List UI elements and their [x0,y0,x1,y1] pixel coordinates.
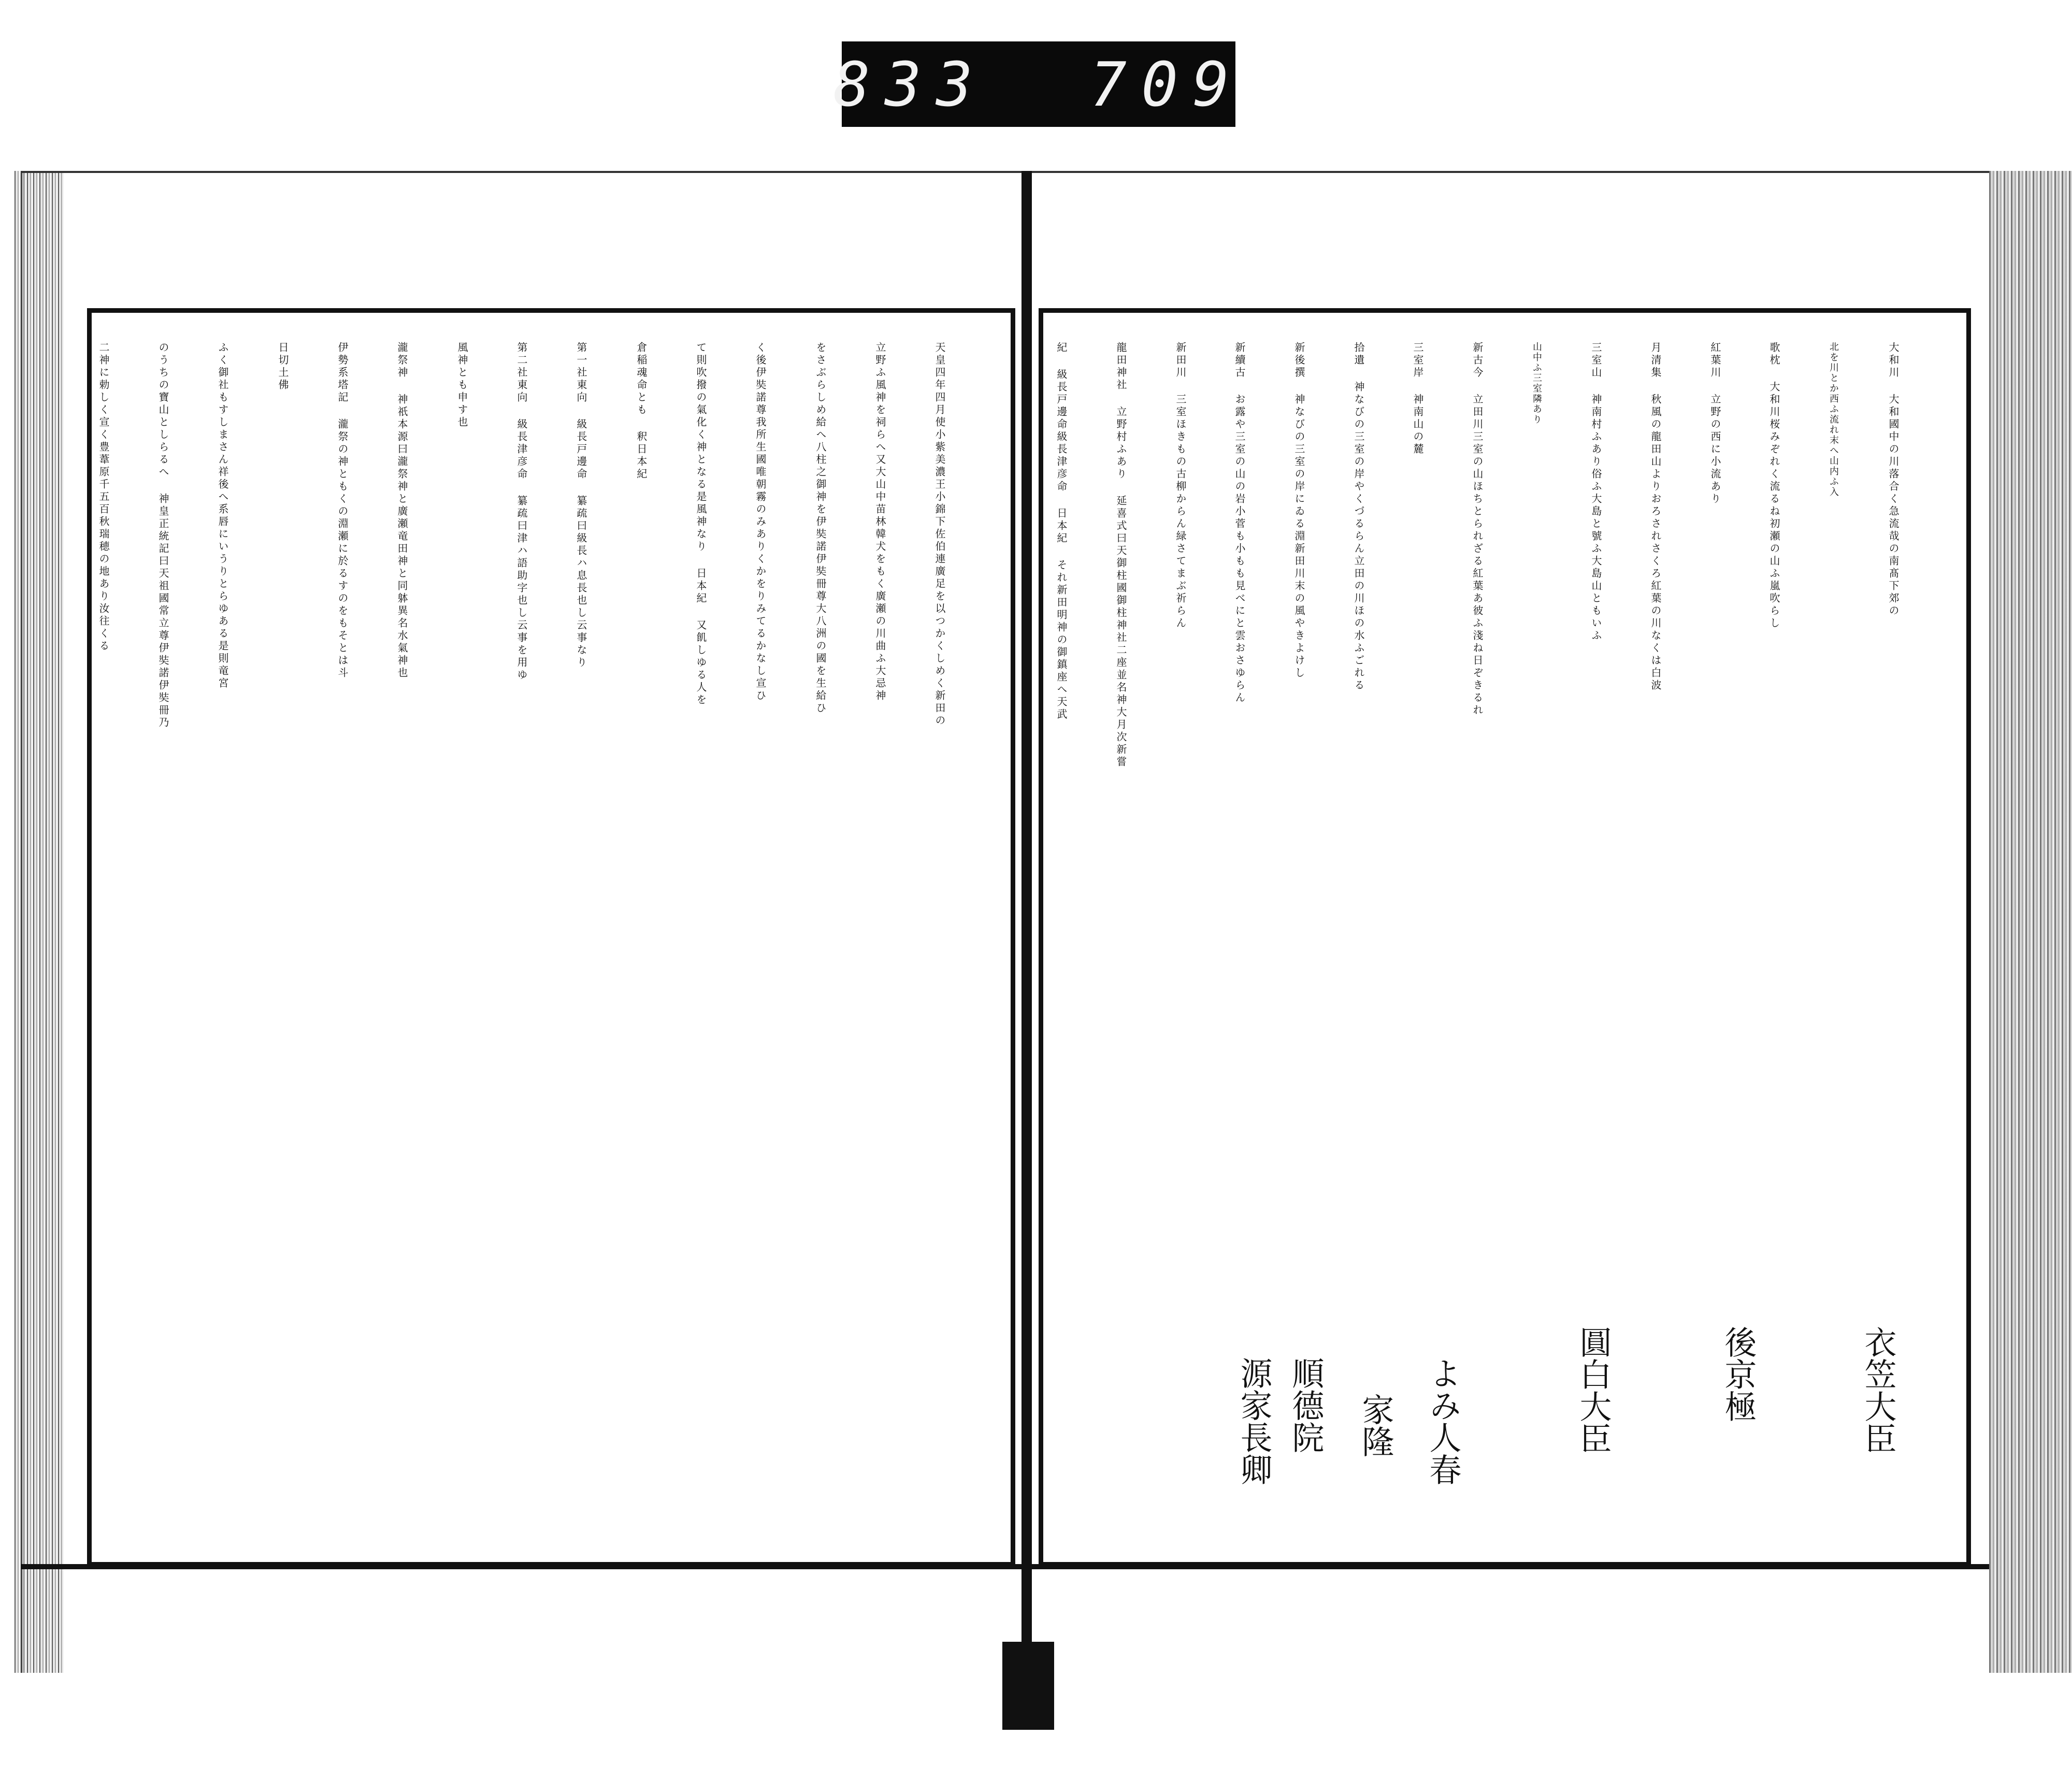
left-page-column-10: 瀧祭神 神祇本源曰瀧祭神と廣瀬竜田神と同躰異名水氣神也 [396,342,408,679]
right-page-edges [1989,171,2072,1673]
call-number-left: 833 [833,48,987,120]
left-page-column-15: 二神に勅しく宣く豊葦原千五百秋瑞穂の地あり汝往くる [97,342,110,653]
right-page-column-1: 大和川 大和國中の川落合く急流哉の南髙下郊の [1887,342,1900,617]
left-page-column-14: のうちの寶山としらるへ 神皇正統記曰天祖國常立尊伊奘諾伊奘冊乃 [157,342,169,729]
left-page-column-1: 天皇四年四月使小紫美濃王小錦下佐伯連廣足を以つかくしめく新田の [933,342,946,727]
right-page-column-5: 月清集 秋風の龍田山よりおろされさくろ紅葉の川なくは白波 [1649,342,1662,692]
author-name-5: 家隆 [1357,1393,1394,1457]
right-page-column-8: 新古今 立田川三室の山ほちとられざる紅葉あ彼ふ淺ね日ぞきるれ [1471,342,1484,717]
left-page-column-2: 立野ふ風神を祠らへ又大山中苗林韓犬をもく廣瀬の川曲ふ大忌神 [874,342,886,702]
right-page-column-4: 紅葉川 立野の西に小流あり [1709,342,1721,505]
left-page-column-11: 伊勢系塔記 瀧祭の神ともくの淵瀬に於るすのをもそとは斗 [336,342,349,679]
call-number-label [833,41,1244,127]
right-page-column-14: 龍田神社 立野村ふあり 延喜式曰天御柱國御柱神社二座並名神大月次新嘗 [1115,342,1127,769]
left-page-edges [15,171,64,1673]
right-page-column-7: 山中ふ三室隣あり [1531,342,1542,425]
author-name-7: よみ人春 [1424,1357,1462,1485]
author-name-6: 源家長卿 [1235,1357,1273,1485]
left-page-column-3: をさぶらしめ給へ八柱之御神を伊奘諾伊奘冊尊大八洲の國を生給ひ [814,342,827,715]
left-page-column-4: く後伊奘諾尊我所生國唯朝霧のみありくかをりみてるかなし宣ひ [754,342,767,702]
left-page-column-7: 第一社東向 級長戸邊命 纂疏曰級長ハ息長也し云事なり [575,342,587,669]
right-page-column-12: 新續古 お露や三室の山の岩小菅も小もも見べにと雲おさゆらん [1233,342,1246,704]
page-top-edge [21,171,1989,173]
right-page-column-3: 歌枕 大和川桜みぞれく流るね初瀬の山ふ嵐吹らし [1768,342,1780,630]
right-page-column-6: 三室山 神南村ふあり俗ふ大島と號ふ大島山ともいふ [1590,342,1602,642]
spine-foot [1002,1642,1054,1730]
right-page-column-2: 北を川とか西ふ流れ末へ山内ふ入 [1828,342,1839,497]
right-page-column-10: 拾遺 神なびの三室の岸やくづるらん立田の川ほの水ふごれる [1352,342,1365,692]
author-name-3: 圓白大臣 [1574,1326,1612,1454]
left-page-column-5: て則吹撥の氣化く神となる是風神なり 日本紀 又飢しゆる人を [695,342,707,706]
right-page-column-9: 三室岸 神南山の麓 [1412,342,1424,456]
page-bottom-edge [21,1564,1989,1569]
book-spine [1021,171,1032,1694]
left-page-column-13: ふく御社もすしまさん祥後へ系唇にいうりとらゆある是則竜宮 [217,342,229,690]
left-page-column-6: 倉稲魂命とも 釈日本紀 [635,342,648,481]
author-name-1: 衣笠大臣 [1859,1326,1897,1454]
right-page-column-15: 紀 級長戸邊命級長津彦命 日本紀 それ新田明神の御鎮座へ天武 [1055,342,1068,721]
right-page-column-13: 新田川 三室ほきもの古柳からん緑さてまぶ祈らん [1174,342,1187,630]
author-name-2: 後京極 [1719,1326,1757,1422]
left-page-column-8: 第二社東向 級長津彦命 纂疏曰津ハ語助字也し云事を用ゆ [515,342,528,682]
author-name-4: 順德院 [1287,1357,1325,1453]
call-number-right: 709 [1090,48,1244,120]
left-page-column-12: 日切土佛 [277,342,289,392]
right-page-column-11: 新後撰 神なびの三室の岸にゐる淵新田川末の風やきよけし [1293,342,1305,679]
left-page-column-9: 風神とも申す也 [456,342,468,429]
